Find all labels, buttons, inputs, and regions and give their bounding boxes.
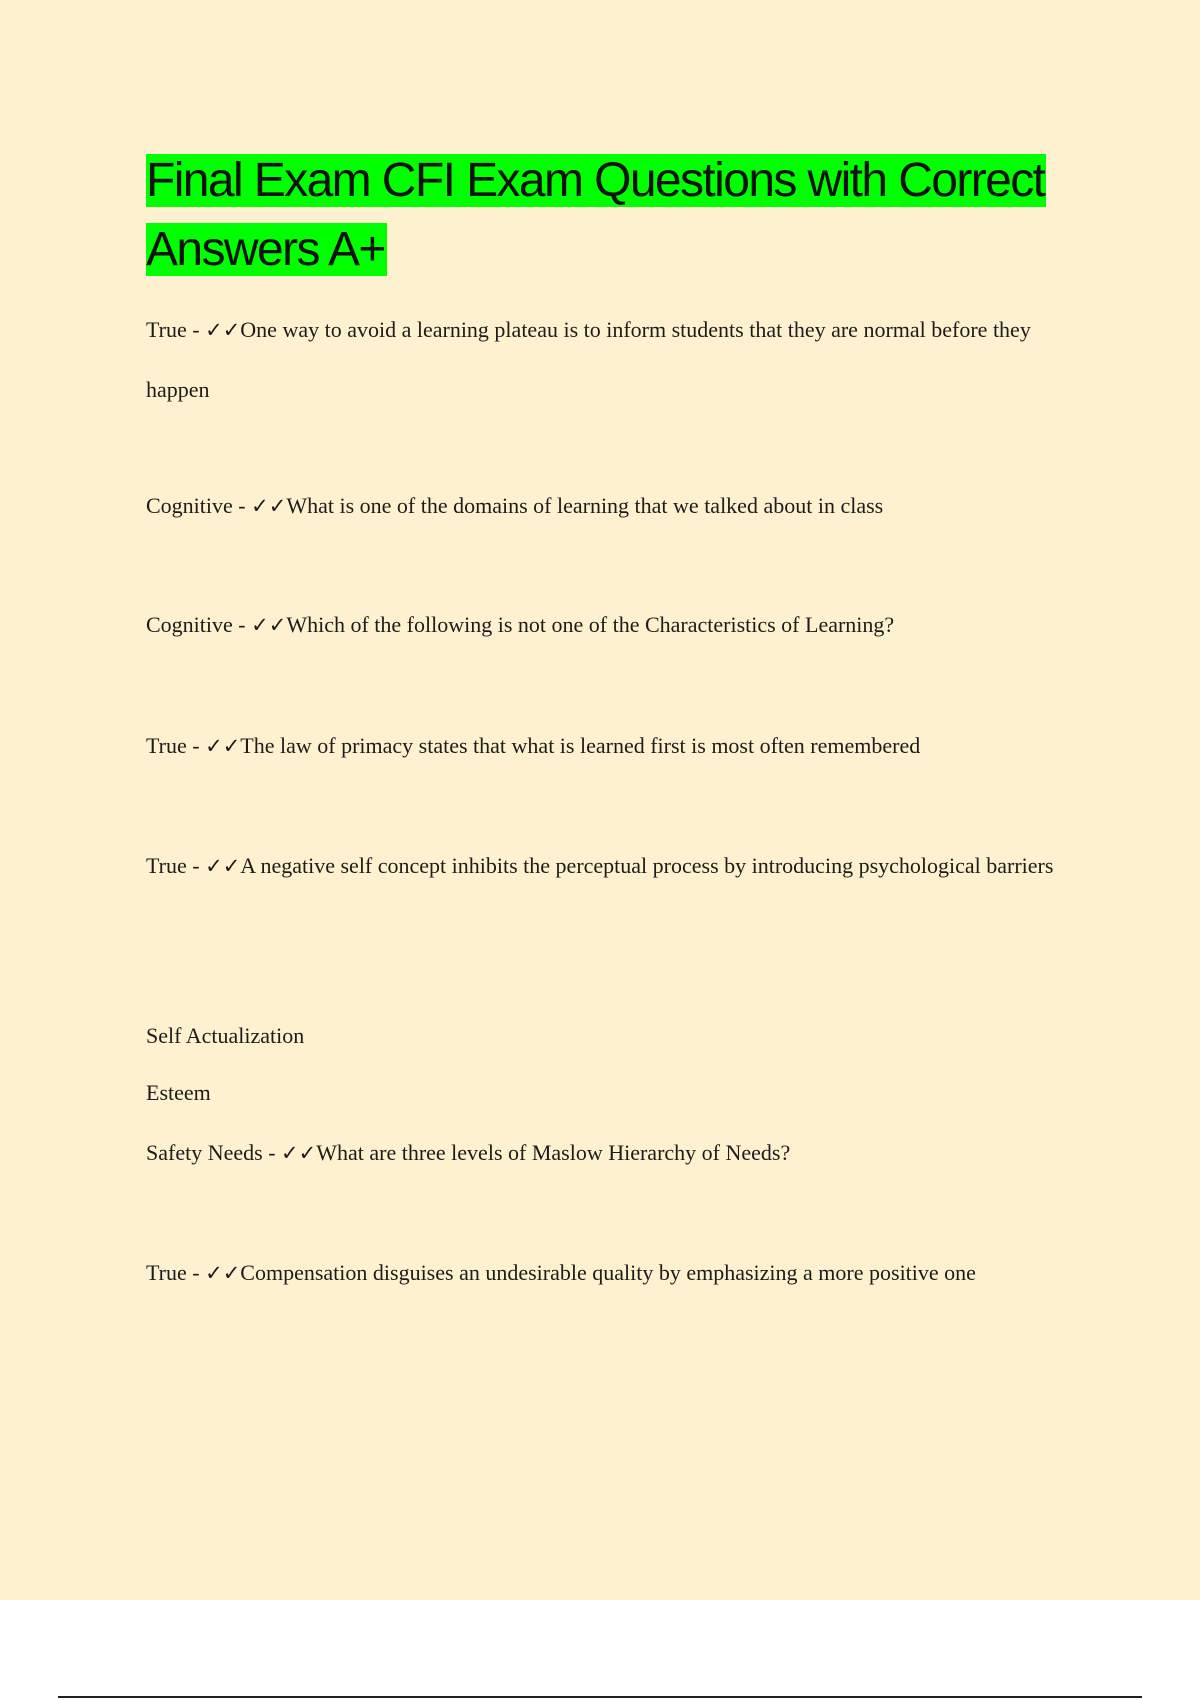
answer-text: Cognitive — [146, 493, 233, 518]
double-check-icon: ✓✓ — [205, 854, 241, 878]
bottom-divider — [58, 1696, 1142, 1698]
question-text: What is one of the domains of learning that we talked about in class — [286, 493, 884, 518]
separator: - — [232, 493, 252, 518]
answer-text: Cognitive — [146, 612, 233, 637]
qa-item-6-line-3 — [146, 1138, 1096, 1168]
double-check-icon: ✓✓ — [251, 613, 287, 637]
question-text: A negative self concept inhibits the perceptual process by introducing psychological barriers — [240, 853, 1054, 878]
question-text: Which of the following is not one of the Characteristics of Learning? — [286, 612, 895, 637]
answer-text: True — [146, 733, 187, 758]
qa-item-6-line-1 — [146, 1021, 1096, 1051]
separator: - — [186, 853, 206, 878]
answer-text: True — [146, 1260, 187, 1285]
qa-item-1 — [146, 300, 1096, 419]
separator: - — [232, 612, 252, 637]
qa-item-7 — [146, 1243, 1096, 1303]
separator: - — [186, 1260, 206, 1285]
question-text: The law of primacy states that what is learned first is most often remembered — [240, 733, 921, 758]
qa-item-3 — [146, 595, 1096, 655]
question-text: Compensation disguises an undesirable quality by emphasizing a more positive one — [240, 1260, 976, 1285]
separator: - — [186, 317, 206, 342]
qa-item-4 — [146, 716, 1096, 776]
title-highlight: Final Exam CFI Exam Questions with Correct Answers A+ — [146, 154, 1045, 276]
double-check-icon: ✓✓ — [281, 1141, 317, 1165]
answer-text: Safety Needs — [146, 1140, 263, 1165]
separator: - — [262, 1140, 282, 1165]
double-check-icon: ✓✓ — [205, 734, 241, 758]
page-title — [146, 146, 1096, 284]
question-text: One way to avoid a learning plateau is to inform students that they are normal before they happen — [146, 317, 1031, 402]
title-block — [146, 146, 1096, 284]
double-check-icon: ✓✓ — [205, 318, 241, 342]
answer-text: Self Actualization — [146, 1023, 305, 1048]
separator: - — [186, 733, 206, 758]
double-check-icon: ✓✓ — [205, 1261, 241, 1285]
qa-item-5 — [146, 836, 1096, 896]
answer-text: True — [146, 853, 187, 878]
qa-item-2 — [146, 476, 1096, 536]
qa-item-6-line-2 — [146, 1078, 1096, 1108]
answer-text: True — [146, 317, 187, 342]
question-text: What are three levels of Maslow Hierarchy of Needs? — [316, 1140, 791, 1165]
double-check-icon: ✓✓ — [251, 494, 287, 518]
answer-text: Esteem — [146, 1080, 211, 1105]
